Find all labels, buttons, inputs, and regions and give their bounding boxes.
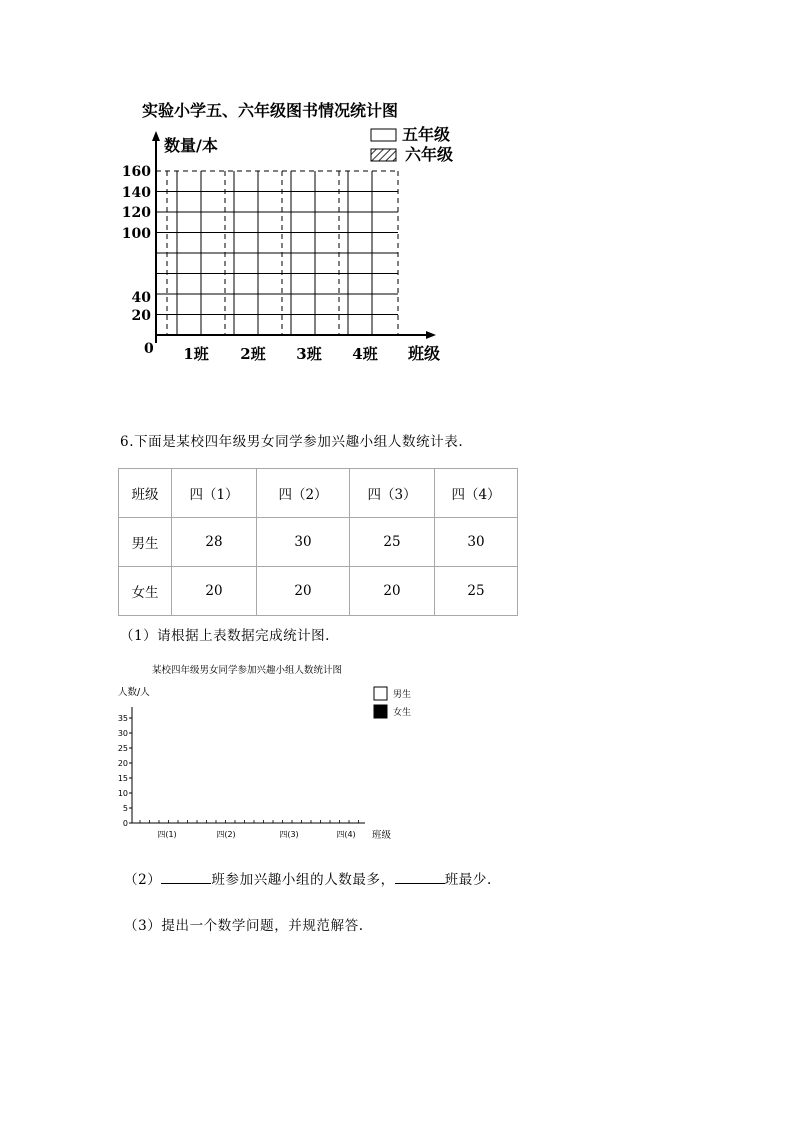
chart1-y-arrow <box>152 131 160 141</box>
table-cell: 四（2） <box>257 469 350 518</box>
chart2-y-ticks <box>118 714 132 828</box>
part2-prefix: （2） <box>124 872 162 888</box>
table-cell: 班级 <box>119 469 172 518</box>
chart1 <box>110 125 470 375</box>
chart2-x-tick-label: 四(1) <box>157 830 177 839</box>
data-table <box>118 468 518 616</box>
legend-swatch-grade6 <box>371 149 396 161</box>
table-header-row <box>119 469 518 518</box>
chart2-axes <box>132 707 365 823</box>
part2-suffix: 班最少. <box>444 872 492 888</box>
chart1-x-ticks <box>183 345 378 363</box>
chart2-y-tick-label: 20 <box>117 759 128 768</box>
question-part-1: （1）请根据上表数据完成统计图. <box>120 628 330 644</box>
chart1-title: 实验小学五、六年级图书情况统计图 <box>142 101 399 120</box>
legend-swatch-grade5 <box>371 129 396 141</box>
chart2-y-tick-label: 25 <box>117 744 128 753</box>
table-row <box>119 567 518 616</box>
table-cell: 30 <box>435 518 518 567</box>
table-cell: 20 <box>350 567 435 616</box>
table-cell: 30 <box>257 518 350 567</box>
chart1-x-axis-label: 班级 <box>408 344 441 363</box>
chart2-y-tick-label: 30 <box>117 729 128 738</box>
chart1-y-tick-label: 20 <box>131 308 151 324</box>
answer-blank-most[interactable] <box>161 871 211 884</box>
chart2-x-tick-label: 四(4) <box>336 830 356 839</box>
legend-swatch-boys <box>374 687 387 700</box>
chart2-y-tick-label: 15 <box>117 774 128 783</box>
chart1-y-tick-label: 40 <box>131 290 151 306</box>
legend-label-boys: 男生 <box>393 690 412 700</box>
chart2-x-axis-label: 班级 <box>372 830 392 841</box>
chart2 <box>110 655 440 850</box>
part2-mid: 班参加兴趣小组的人数最多， <box>211 872 395 888</box>
table-cell: 25 <box>435 567 518 616</box>
chart1-y-tick-label: 140 <box>121 185 151 201</box>
table-cell: 20 <box>172 567 257 616</box>
chart2-x-tick-label: 四(2) <box>216 830 236 839</box>
chart2-y-tick-label: 35 <box>117 714 128 723</box>
chart1-origin-label: 0 <box>144 341 154 357</box>
chart1-x-tick-label: 1班 <box>183 345 209 363</box>
chart2-y-tick-label: 5 <box>122 804 128 813</box>
chart1-y-tick-label: 100 <box>121 226 151 242</box>
table-cell: 四（4） <box>435 469 518 518</box>
question-part-3: （3）提出一个数学问题，并规范解答. <box>124 918 364 934</box>
legend-label-girls: 女生 <box>393 708 412 718</box>
chart1-y-tick-label: 160 <box>121 164 151 180</box>
answer-blank-least[interactable] <box>395 871 445 884</box>
chart1-x-tick-label: 2班 <box>240 345 266 363</box>
question-part-2 <box>124 868 492 888</box>
chart2-title: 某校四年级男女同学参加兴趣小组人数统计图 <box>152 665 343 676</box>
table-cell: 四（3） <box>350 469 435 518</box>
question-6-intro: 6.下面是某校四年级男女同学参加兴趣小组人数统计表. <box>120 434 464 450</box>
table-cell: 25 <box>350 518 435 567</box>
chart1-x-tick-label: 4班 <box>352 345 378 363</box>
chart1-grid <box>156 171 398 335</box>
table-cell: 四（1） <box>172 469 257 518</box>
chart2-x-tick-label: 四(3) <box>279 830 299 839</box>
legend-label-grade5: 五年级 <box>402 125 451 144</box>
chart1-y-axis-label: 数量/本 <box>164 136 218 155</box>
table-cell: 男生 <box>119 518 172 567</box>
chart2-y-axis-label: 人数/人 <box>118 687 150 698</box>
table-cell: 28 <box>172 518 257 567</box>
legend-label-grade6: 六年级 <box>405 145 454 164</box>
legend-swatch-girls <box>374 705 387 718</box>
table-cell: 20 <box>257 567 350 616</box>
chart1-y-tick-label: 120 <box>121 205 151 221</box>
table-row <box>119 518 518 567</box>
chart1-y-ticks <box>122 164 151 324</box>
chart2-y-tick-label: 0 <box>122 819 128 828</box>
chart1-x-arrow <box>426 331 436 339</box>
chart2-y-tick-label: 10 <box>117 789 128 798</box>
chart1-x-tick-label: 3班 <box>296 345 322 363</box>
chart1-axes <box>152 131 436 343</box>
table-cell: 女生 <box>119 567 172 616</box>
